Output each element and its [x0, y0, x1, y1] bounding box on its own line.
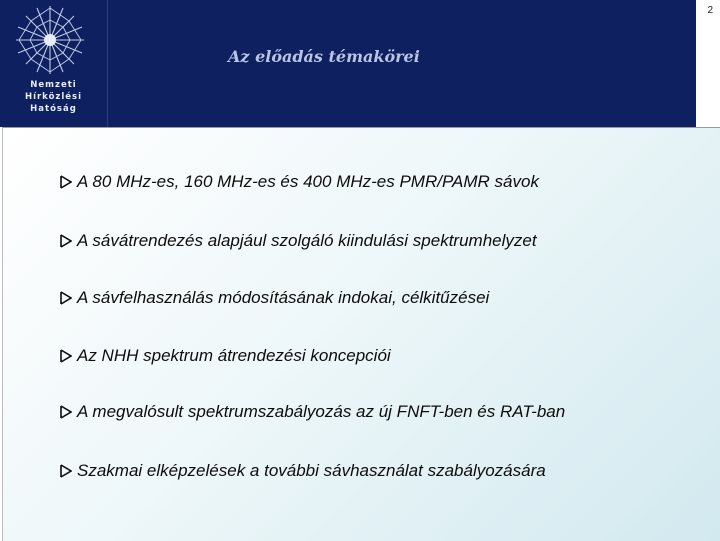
arrow-bullet-icon	[60, 349, 72, 363]
nmhh-star-logo-icon	[7, 2, 93, 78]
bullet-item	[60, 346, 391, 366]
bullet-item	[60, 461, 546, 481]
bullet-text: A sávfelhasználás módosításának indokai, célkitűzései	[77, 288, 490, 307]
bullet-text: Az NHH spektrum átrendezési koncepciói	[77, 346, 391, 365]
bullet-text: Szakmai elképzelések a további sávhasználat szabályozására	[77, 461, 546, 480]
bullet-item	[60, 288, 489, 308]
logo-text	[0, 79, 107, 115]
bullet-text: A 80 MHz-es, 160 MHz-es és 400 MHz-es PMR/PAMR sávok	[77, 172, 539, 191]
arrow-bullet-icon	[60, 175, 72, 189]
logo-line-1: Nemzeti	[30, 80, 77, 90]
bullet-item	[60, 172, 539, 192]
arrow-bullet-icon	[60, 234, 72, 248]
logo-line-2: Hírközlési	[24, 92, 83, 102]
logo-panel	[0, 0, 108, 127]
logo-line-3: Hatóság	[30, 104, 77, 114]
arrow-bullet-icon	[60, 464, 72, 478]
slide-number: 2	[707, 5, 713, 16]
bullet-item	[60, 402, 565, 422]
bullet-item	[60, 231, 537, 251]
bullet-text: A sávátrendezés alapjául szolgáló kiindulási spektrumhelyzet	[77, 231, 537, 250]
arrow-bullet-icon	[60, 405, 72, 419]
arrow-bullet-icon	[60, 291, 72, 305]
content-area	[2, 127, 720, 541]
slide-title: Az előadás témakörei	[228, 47, 420, 66]
bullet-text: A megvalósult spektrumszabályozás az új FNFT-ben és RAT-ban	[77, 402, 566, 421]
